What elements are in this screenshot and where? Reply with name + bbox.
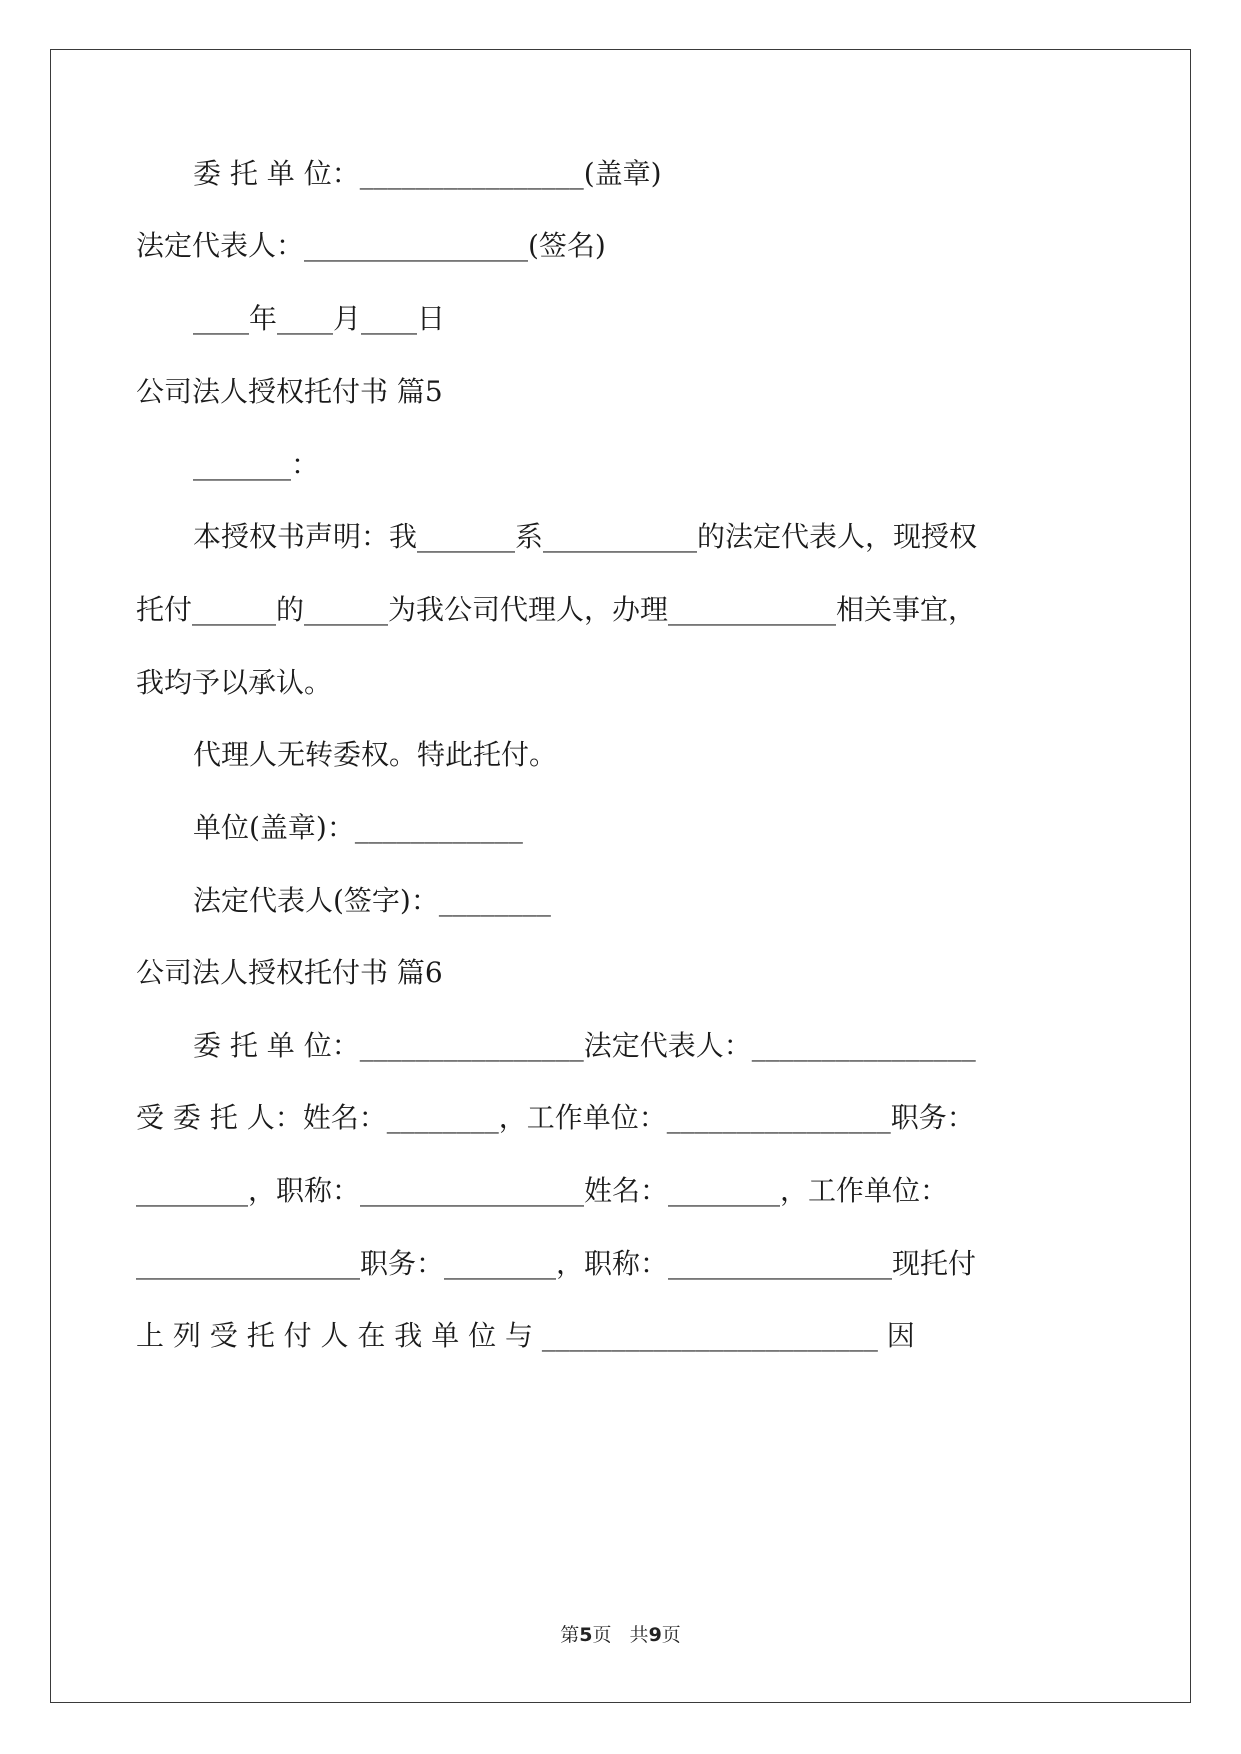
section-heading-5: 公司法人授权托付书 篇5 [136, 375, 443, 408]
text-line-unit-seal: 单位(盖章)：____________ [193, 811, 523, 844]
text-line-trustee-4: 上 列 受 托 付 人 在 我 单 位 与 ________________________ 因 [136, 1319, 915, 1352]
section-heading-6: 公司法人授权托付书 篇6 [136, 956, 443, 989]
paragraph-line-declaration-3: 我均予以承认。 [136, 666, 333, 699]
text-line-trustee-2: ________，职称：________________姓名：________，工作单位： [136, 1174, 949, 1207]
page-border [50, 49, 1191, 1703]
text-line-entrusting-unit: 委 托 单 位：________________(盖章) [193, 157, 662, 190]
footer-middle: 页 共 [592, 1624, 649, 1646]
text-line-trustee-1: 受 委 托 人：姓名：________，工作单位：________________职务： [136, 1101, 975, 1134]
text-line-salutation: _______： [193, 448, 320, 481]
footer-total-pages: 9 [648, 1624, 662, 1646]
text-line-date: ____年____月____日 [193, 302, 446, 335]
text-line-entrusting-unit-6: 委 托 单 位：________________法定代表人：________________ [193, 1029, 976, 1062]
text-line-legal-rep-signature: 法定代表人：________________(签名) [136, 229, 606, 262]
footer-suffix: 页 [661, 1624, 681, 1646]
paragraph-line-declaration-2: 托付______的______为我公司代理人，办理____________相关事宜， [136, 593, 977, 626]
paragraph-line-declaration-1: 本授权书声明：我_______系___________的法定代表人，现授权 [193, 520, 978, 553]
text-line-no-subdelegation: 代理人无转委权。特此托付。 [193, 738, 558, 771]
text-line-legal-rep-sign: 法定代表人(签字)：________ [193, 884, 551, 917]
page-footer [0, 1620, 1241, 1647]
footer-current-page: 5 [579, 1624, 593, 1646]
text-line-trustee-3: ________________职务：________，职称：________________现托付 [136, 1247, 977, 1280]
footer-prefix: 第 [560, 1624, 580, 1646]
